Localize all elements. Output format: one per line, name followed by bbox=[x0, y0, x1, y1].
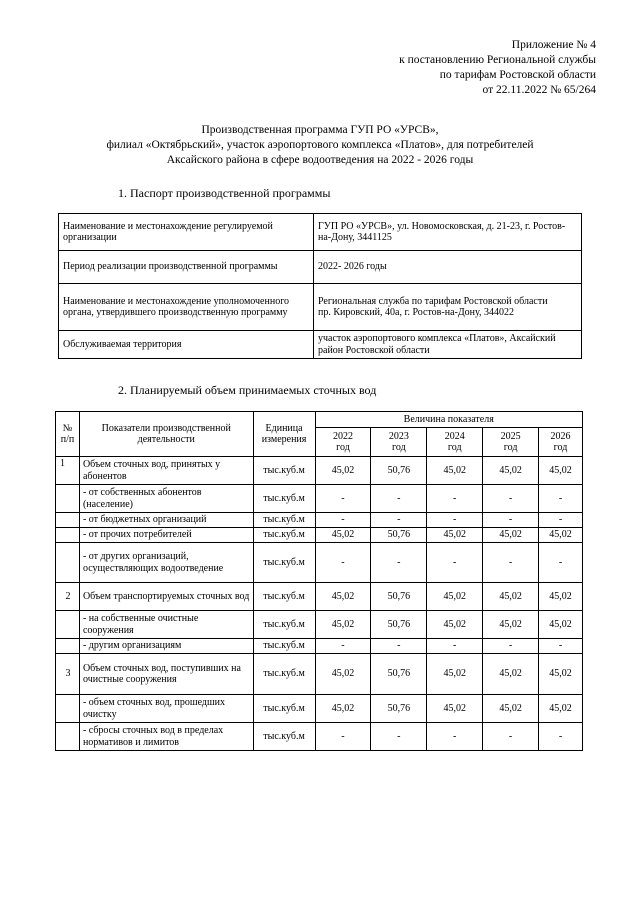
row-indicator: - сбросы сточных вод в пределах нормативов и лимитов bbox=[79, 723, 253, 751]
row-value: - bbox=[483, 639, 539, 654]
row-unit: тыс.куб.м bbox=[253, 457, 315, 485]
row-value: 50,76 bbox=[371, 654, 427, 695]
row-value: 45,02 bbox=[427, 611, 483, 639]
row-unit: тыс.куб.м bbox=[253, 485, 315, 513]
row-value: 45,02 bbox=[315, 457, 371, 485]
table-row bbox=[56, 695, 583, 723]
row-value: 45,02 bbox=[315, 654, 371, 695]
row-indicator: Объем сточных вод, поступивших на очистные сооружения bbox=[79, 654, 253, 695]
row-value: - bbox=[315, 485, 371, 513]
row-value: 45,02 bbox=[539, 583, 583, 611]
row-value: 45,02 bbox=[427, 583, 483, 611]
table-header-row bbox=[56, 412, 583, 428]
row-unit: тыс.куб.м bbox=[253, 654, 315, 695]
row-value: 50,76 bbox=[371, 695, 427, 723]
passport-value-line: Региональная служба по тарифам Ростовской области bbox=[318, 295, 548, 307]
table-row bbox=[56, 543, 583, 583]
row-indicator: - от прочих потребителей bbox=[79, 528, 253, 543]
row-value: - bbox=[483, 723, 539, 751]
table-row bbox=[59, 214, 582, 251]
row-num bbox=[56, 639, 80, 654]
passport-table bbox=[58, 213, 582, 359]
document-title bbox=[40, 123, 600, 168]
row-indicator: Объем транспортируемых сточных вод bbox=[79, 583, 253, 611]
row-value: 45,02 bbox=[539, 695, 583, 723]
row-unit: тыс.куб.м bbox=[253, 583, 315, 611]
table-row bbox=[59, 251, 582, 284]
title-line: Производственная программа ГУП РО «УРСВ», bbox=[201, 124, 439, 136]
row-num: 3 bbox=[56, 654, 80, 695]
table-row bbox=[59, 331, 582, 359]
row-unit: тыс.куб.м bbox=[253, 513, 315, 528]
table-row bbox=[56, 611, 583, 639]
header-year bbox=[539, 428, 583, 457]
table-row bbox=[56, 457, 583, 485]
row-num bbox=[56, 528, 80, 543]
appendix-line: от 22.11.2022 № 65/264 bbox=[482, 84, 596, 96]
year-label: год bbox=[503, 442, 518, 453]
row-value: - bbox=[315, 723, 371, 751]
table-row bbox=[59, 284, 582, 331]
row-num: 2 bbox=[56, 583, 80, 611]
table-row bbox=[56, 654, 583, 695]
passport-value bbox=[314, 284, 582, 331]
table-row bbox=[56, 639, 583, 654]
row-value: - bbox=[483, 543, 539, 583]
header-year bbox=[315, 428, 371, 457]
passport-value-line: пр. Кировский, 40а, г. Ростов-на-Дону, 344022 bbox=[318, 307, 515, 318]
row-value: 50,76 bbox=[371, 457, 427, 485]
row-value: 45,02 bbox=[539, 654, 583, 695]
row-num bbox=[56, 543, 80, 583]
row-value: 45,02 bbox=[427, 654, 483, 695]
row-value: 45,02 bbox=[483, 611, 539, 639]
row-value: - bbox=[427, 543, 483, 583]
year-number: 2024 bbox=[444, 430, 465, 442]
row-unit: тыс.куб.м bbox=[253, 543, 315, 583]
row-value: 45,02 bbox=[483, 457, 539, 485]
row-value: 45,02 bbox=[539, 528, 583, 543]
row-value: 45,02 bbox=[315, 583, 371, 611]
row-value: 45,02 bbox=[539, 611, 583, 639]
appendix-line: по тарифам Ростовской области bbox=[439, 69, 596, 81]
row-value: 50,76 bbox=[371, 528, 427, 543]
header-year bbox=[483, 428, 539, 457]
header-value: Величина показателя bbox=[315, 412, 582, 428]
section-heading-volume: 2. Планируемый объем принимаемых сточных вод bbox=[118, 383, 377, 397]
row-value: 45,02 bbox=[427, 528, 483, 543]
header-indicator: Показатели производственной деятельности bbox=[79, 412, 253, 457]
row-value: 45,02 bbox=[483, 654, 539, 695]
year-label: год bbox=[336, 442, 350, 453]
row-indicator: - от бюджетных организаций bbox=[79, 513, 253, 528]
row-value: - bbox=[371, 543, 427, 583]
title-line: филиал «Октябрьский», участок аэропортового комплекса «Платов», для потребителей bbox=[106, 139, 534, 151]
row-value: - bbox=[539, 639, 583, 654]
appendix-block bbox=[266, 38, 596, 98]
header-num: № п/п bbox=[56, 412, 80, 457]
row-value: 45,02 bbox=[315, 695, 371, 723]
header-year bbox=[427, 428, 483, 457]
row-indicator: Объем сточных вод, принятых у абонентов bbox=[79, 457, 253, 485]
row-indicator: - другим организациям bbox=[79, 639, 253, 654]
appendix-line: Приложение № 4 bbox=[511, 39, 596, 51]
passport-key: Период реализации производственной программы bbox=[59, 251, 314, 284]
passport-value: ГУП РО «УРСВ», ул. Новомосковская, д. 21-23, г. Ростов-на-Дону, 3441125 bbox=[314, 214, 582, 251]
passport-key: Наименование и местонахождение регулируемой организации bbox=[59, 214, 314, 251]
row-value: 50,76 bbox=[371, 583, 427, 611]
row-value: 45,02 bbox=[427, 695, 483, 723]
table-row bbox=[56, 583, 583, 611]
volume-table bbox=[55, 411, 583, 751]
year-number: 2023 bbox=[388, 430, 409, 442]
row-value: - bbox=[539, 485, 583, 513]
row-value: - bbox=[483, 485, 539, 513]
row-value: - bbox=[315, 513, 371, 528]
year-number: 2022 bbox=[332, 430, 353, 442]
row-value: - bbox=[371, 513, 427, 528]
row-unit: тыс.куб.м bbox=[253, 611, 315, 639]
row-indicator: - на собственные очистные сооружения bbox=[79, 611, 253, 639]
row-num bbox=[56, 695, 80, 723]
row-value: - bbox=[539, 543, 583, 583]
row-indicator: - объем сточных вод, прошедших очистку bbox=[79, 695, 253, 723]
passport-key: Наименование и местонахождение уполномоченного органа, утвердившего производственную программу bbox=[59, 284, 314, 331]
row-num bbox=[56, 611, 80, 639]
year-number: 2026 bbox=[550, 430, 571, 442]
row-value: - bbox=[315, 639, 371, 654]
title-line: Аксайского района в сфере водоотведения на 2022 - 2026 годы bbox=[166, 154, 474, 166]
row-value: - bbox=[427, 723, 483, 751]
row-value: 45,02 bbox=[539, 457, 583, 485]
row-unit: тыс.куб.м bbox=[253, 695, 315, 723]
year-number: 2025 bbox=[500, 430, 521, 442]
row-value: 45,02 bbox=[483, 695, 539, 723]
row-value: - bbox=[539, 723, 583, 751]
table-row bbox=[56, 513, 583, 528]
row-value: 45,02 bbox=[427, 457, 483, 485]
row-num bbox=[56, 485, 80, 513]
row-num: 1 bbox=[56, 457, 80, 485]
appendix-line: к постановлению Региональной службы bbox=[399, 54, 596, 66]
row-value: - bbox=[315, 543, 371, 583]
row-unit: тыс.куб.м bbox=[253, 528, 315, 543]
row-value: 45,02 bbox=[315, 528, 371, 543]
header-unit: Единица измерения bbox=[253, 412, 315, 457]
row-value: 45,02 bbox=[483, 528, 539, 543]
header-year bbox=[371, 428, 427, 457]
row-value: 45,02 bbox=[483, 583, 539, 611]
row-value: 50,76 bbox=[371, 611, 427, 639]
row-value: - bbox=[483, 513, 539, 528]
year-label: год bbox=[392, 442, 406, 453]
row-indicator: - от собственных абонентов (население) bbox=[79, 485, 253, 513]
row-value: 45,02 bbox=[315, 611, 371, 639]
year-label: год bbox=[553, 442, 568, 453]
row-indicator: - от других организаций, осуществляющих водоотведение bbox=[79, 543, 253, 583]
table-row bbox=[56, 485, 583, 513]
row-value: - bbox=[427, 513, 483, 528]
row-value: - bbox=[371, 485, 427, 513]
row-unit: тыс.куб.м bbox=[253, 723, 315, 751]
section-heading-passport: 1. Паспорт производственной программы bbox=[118, 186, 331, 200]
row-value: - bbox=[427, 485, 483, 513]
table-row bbox=[56, 723, 583, 751]
year-label: год bbox=[447, 442, 462, 453]
row-value: - bbox=[427, 639, 483, 654]
row-num bbox=[56, 513, 80, 528]
row-value: - bbox=[539, 513, 583, 528]
row-unit: тыс.куб.м bbox=[253, 639, 315, 654]
passport-value: участок аэропортового комплекса «Платов», Аксайский район Ростовской области bbox=[314, 331, 582, 359]
row-value: - bbox=[371, 639, 427, 654]
row-num bbox=[56, 723, 80, 751]
table-row bbox=[56, 528, 583, 543]
passport-value: 2022- 2026 годы bbox=[314, 251, 582, 284]
passport-key: Обслуживаемая территория bbox=[59, 331, 314, 359]
row-value: - bbox=[371, 723, 427, 751]
